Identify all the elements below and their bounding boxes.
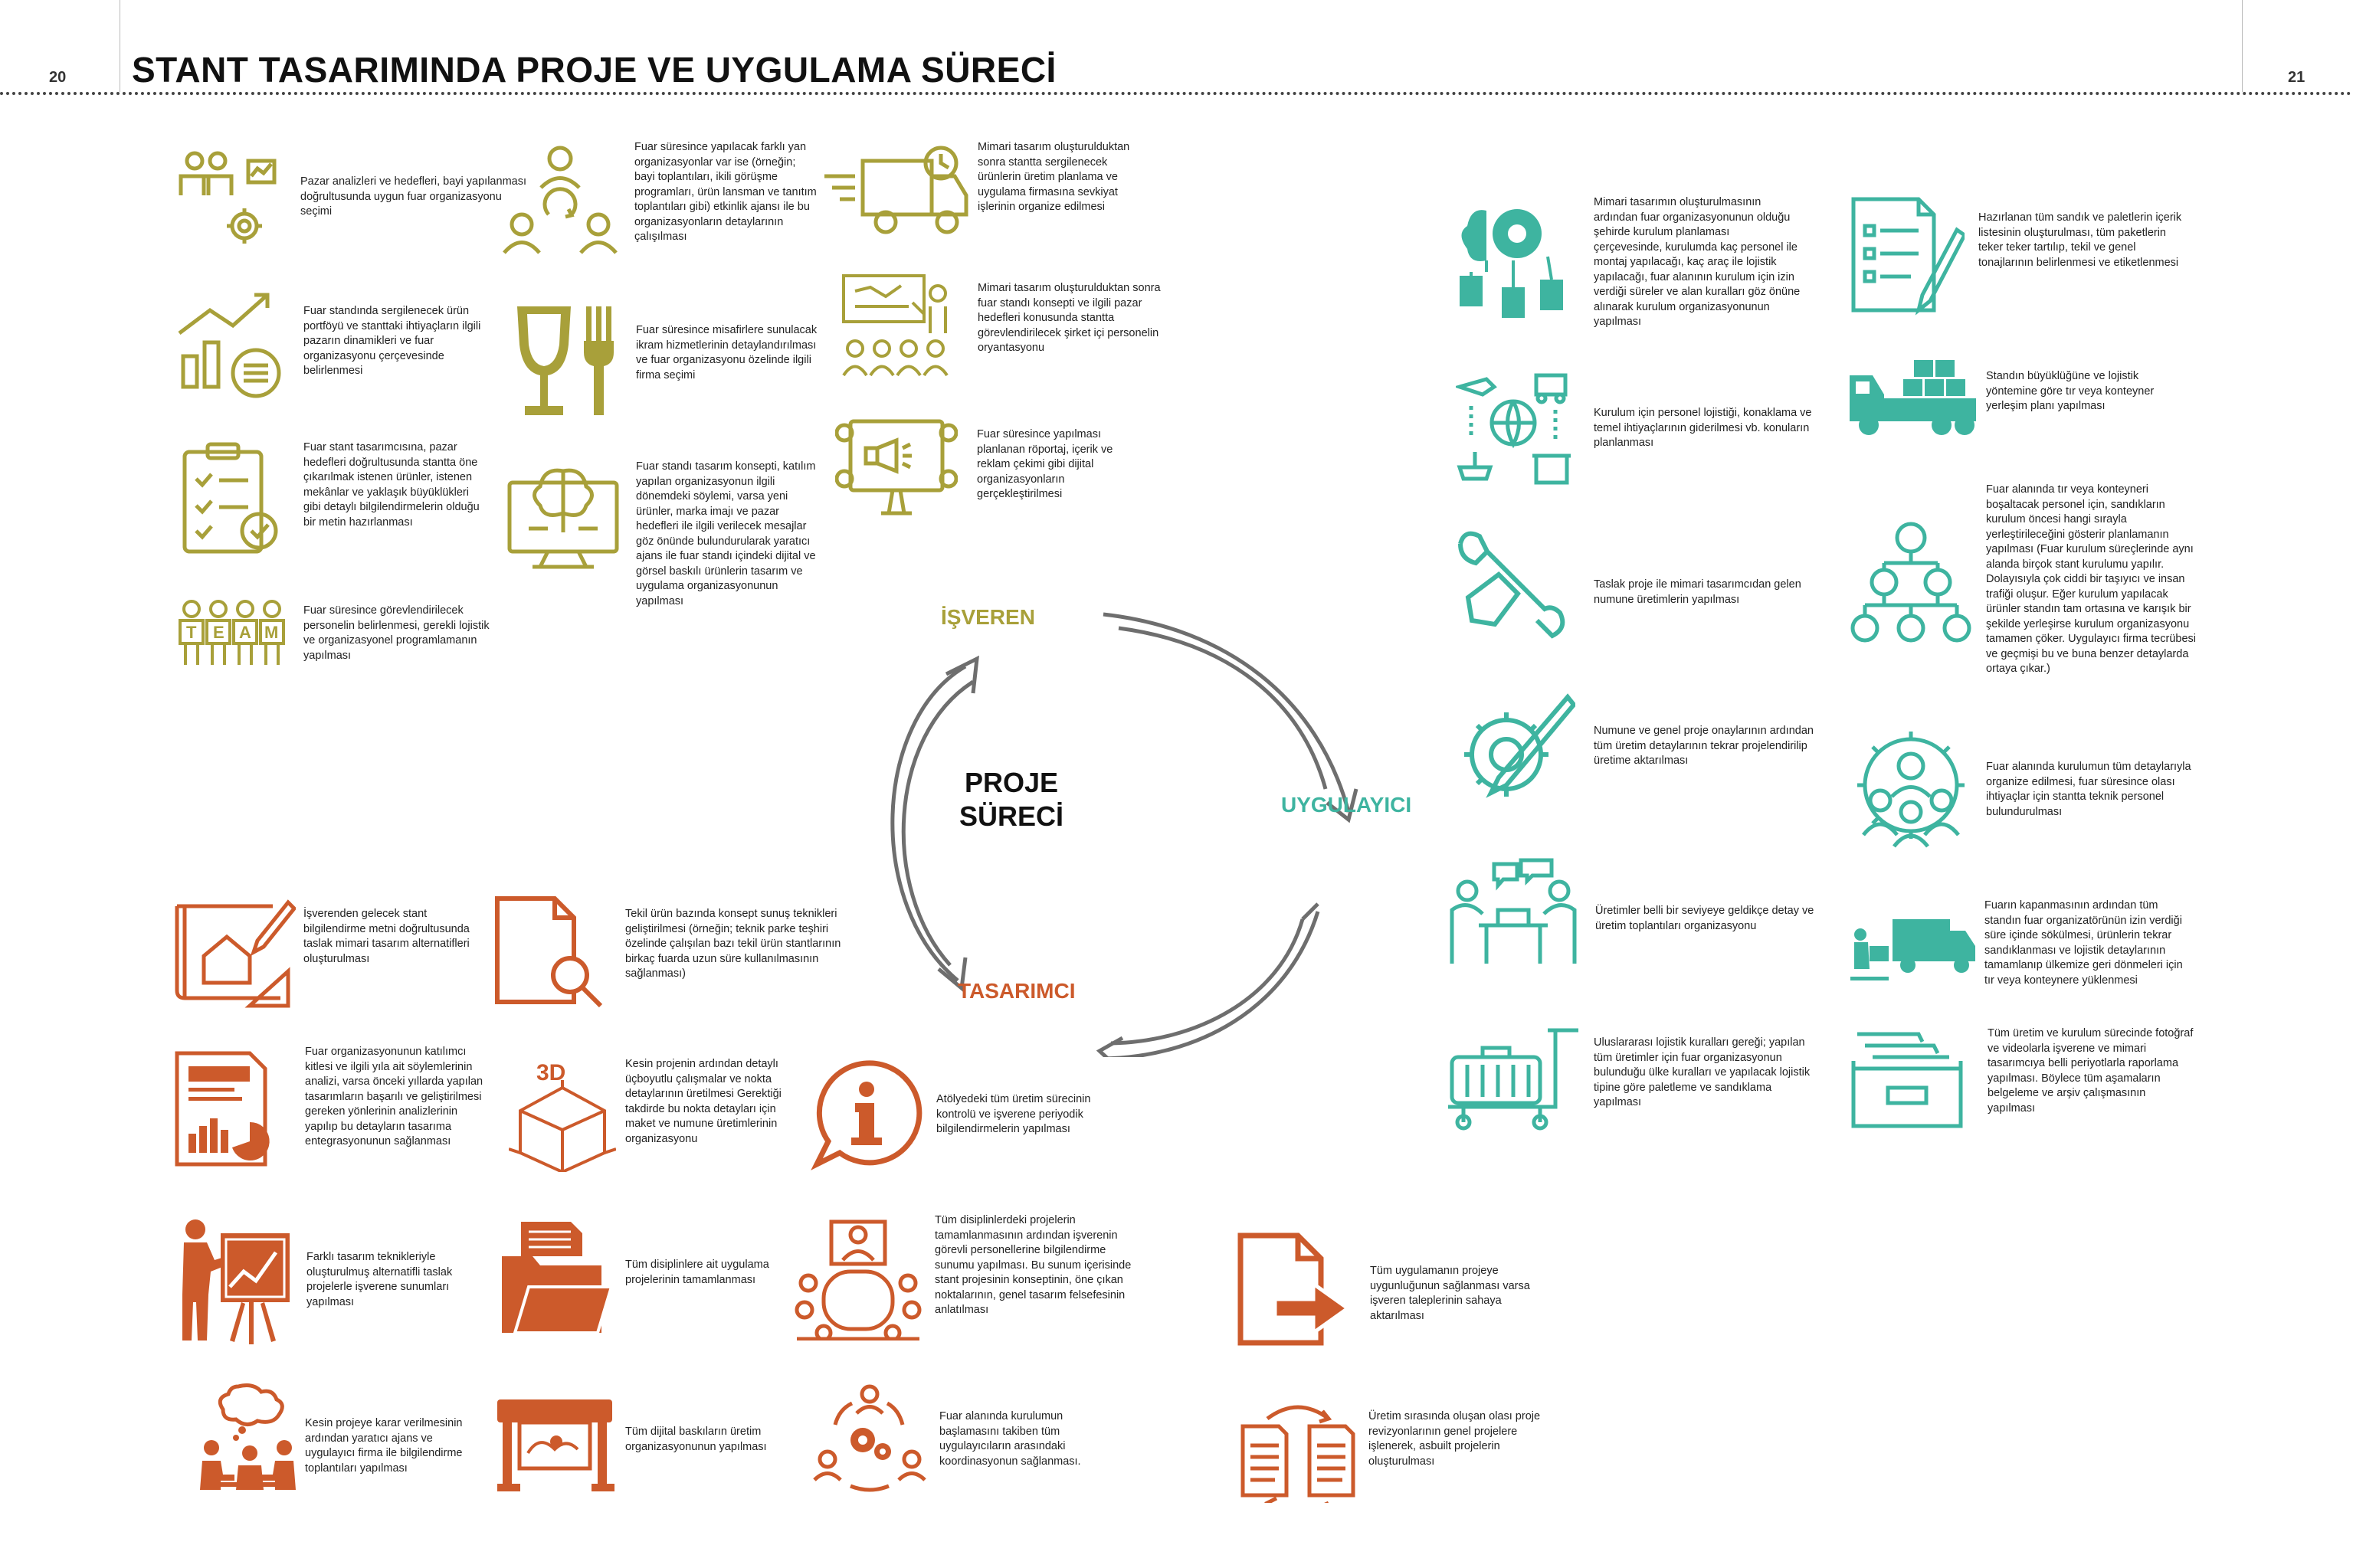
brain-gear-flow-icon xyxy=(1456,195,1571,326)
center-title-line2: SÜRECİ xyxy=(959,800,1064,832)
presentation-audience-icon xyxy=(840,272,955,379)
delivery-truck-icon xyxy=(824,142,970,241)
uygulayici-text-7: Hazırlanan tüm sandık ve paletlerin içerik listesinin oluşturulması, tüm paketlerin teker teker tartılıp, tekil ve genel tonajlarının belirlenmesi ve etiketlenmesi xyxy=(1978,211,2182,269)
isveren-text-1: Pazar analizleri ve hedefleri, bayi yapılanması doğrultusunda uygun fuar organizasyonu seçimi xyxy=(300,175,526,218)
coordination-cycle-icon xyxy=(812,1379,927,1494)
tasarimci-text-9: Tüm uygulamanın projeye uygunluğunun sağlanması varsa işveren taleplerinin sahaya aktarılması xyxy=(1370,1265,1530,1322)
svg-text:T: T xyxy=(186,623,197,642)
info-bubble-icon xyxy=(809,1057,924,1172)
arrow-isveren-to-uygulayici xyxy=(1103,614,1349,812)
uygulayici-text-9: Fuar alanında tır veya konteyneri boşaltacak personel için, sandıkların kurulum öncesi hangi sırayla yerleştirileceğini gösterir planlamanın yapılması (Fuar kurulum süreçlerinde aynı alanda birçok stant kurulumu yapılır. Dolayısıyla çok ciddi bir taşıyıcı ve insan trafiği oluşur. Eğer kurulum yapılacak ürünler standın tam ortasına ve karışık bir şekilde yerleşirse kurulum organizasyonu tamamen çöker. Uygulayıcı firma tecrübesi ve geçmişi bu ve buna benzer detaylarda ortaya çıkar.) xyxy=(1986,483,2196,675)
tasarimci-text-2: Tekil ürün bazında konsept sunuş teknikleri geliştirilmesi (örneğin; teknik parke teşhiri özelinde çalışılan bazı tekil ürün stantlarının birkaç fuarda uzun süre kullanılmasının sağlanması) xyxy=(625,908,841,980)
uygulayici-text-6: Uluslararası lojistik kuralları gereği; yapılan tüm üretimler için fuar organizasyonun bulunduğu ülke kuralları ve yapılacak lojistik tipine göre paletleme ve sandıklama yapılması xyxy=(1594,1036,1811,1108)
tasarimci-text-11: Tüm dijital baskıların üretim organizasyonunun yapılması xyxy=(625,1426,767,1453)
uygulayici-text-4: Numune ve genel proje onaylarının ardından tüm üretim detaylarının tekrar projelendirilip üretime aktarılması xyxy=(1594,725,1814,767)
org-chart-icon xyxy=(1850,521,1972,651)
right-margin-line xyxy=(2242,0,2243,92)
label-isveren: İŞVEREN xyxy=(941,605,1035,629)
folder-files-icon xyxy=(498,1218,613,1340)
page-number-right: 21 xyxy=(2288,69,2305,86)
page-number-left: 20 xyxy=(49,69,67,86)
tasarimci-text-12: Fuar alanında kurulumun başlamasını takiben tüm uygulayıcıların arasındaki koordinasyonun sağlanması. xyxy=(939,1410,1081,1468)
uygulayici-text-12: Tüm üretim ve kurulum sürecinde fotoğraf ve videolarla işverene ve mimari tasarımcıya belli periyotlarla raporlama yapılması. Böylece tüm aşamaların belgeleme ve arşiv çalışmasının yapılması xyxy=(1988,1027,2194,1115)
market-analysis-icon xyxy=(172,146,287,253)
cycle-arrows xyxy=(827,582,1410,1057)
isveren-text-7: Fuar standı tasarım konsepti, katılım yapılan organizasyonun ilgili dönemdeki söylemi, varsa yeni ürünler, marka imajı ve pazar hedefleri ile ilgili verilecek mesajlar göz önünde bulundurularak yaratıcı ajans ile fuar standı içindeki dijital ve görsel baskılı ürünlerin tasarım ve uygulama organizasyonunun yapılması xyxy=(636,460,816,607)
uygulayici-text-8: Standın büyüklüğüne ve lojistik yöntemine göre tır veya konteyner yerleşim planı yapılması xyxy=(1986,370,2155,412)
svg-text:M: M xyxy=(264,623,279,642)
uygulayici-text-2: Kurulum için personel lojistiği, konaklama ve temel ihtiyaçlarının giderilmesi vb. konuların planlanması xyxy=(1594,407,1812,449)
svg-text:A: A xyxy=(239,623,251,642)
tasarimci-text-4: Kesin projenin ardından detaylı üçboyutlu çalışmalar ve nokta detaylarının üretilmesi Gerektiği takdirde bu nokta detayları için maket ve numune üretimlerinin organizasyonu xyxy=(625,1058,782,1145)
glass-fork-icon xyxy=(513,306,621,421)
svg-text:E: E xyxy=(213,623,224,642)
growth-chart-icon xyxy=(172,287,287,402)
presenter-board-icon xyxy=(176,1218,291,1348)
people-gear-icon xyxy=(1850,728,1972,850)
plotter-printer-icon xyxy=(493,1396,616,1503)
brain-monitor-icon xyxy=(506,460,621,574)
document-pen-icon xyxy=(1850,195,1965,318)
isveren-text-8: Mimari tasarım oluşturulduktan sonra stantta sergilenecek ürünlerin üretim planlama ve uygulama firmasına sevkiyat işlerinin organize edilmesi xyxy=(978,141,1130,213)
tasarimci-text-1: İşverenden gelecek stant bilgilendirme metni doğrultusunda taslak mimari tasarım alternatifleri oluşturulması xyxy=(303,908,470,965)
report-document-icon xyxy=(173,1049,288,1172)
decision-meeting-icon xyxy=(196,1383,303,1498)
tasarimci-text-8: Tüm disiplinlerdeki projelerin tamamlanmasının ardından işverenin görevli personellerine bilgilendirme sunumu yapılması. Bu sunum içerisinde stant projesinin konseptinin, öne çıkan noktalarının, genel tasarım felsefesinin anlatılması xyxy=(935,1214,1132,1316)
isveren-text-5: Fuar süresince yapılacak farklı yan organizasyonlar var ise (örneğin; bayi toplantıları, ikili görüşme programları, ürün lansman ve tanıtım toplantıları gibi) etkinlik ajansı ile bu organizasyonların detaylarının çalışılması xyxy=(634,141,817,243)
archive-box-icon xyxy=(1850,1026,1965,1134)
isveren-text-3: Fuar stant tasarımcısına, pazar hedefleri doğrultusunda stantta öne çıkarılmak istenen ürünler, istenen mekânlar ve yaklaşık büyüklükleri gibi detaylı bilgilendirmelerin olduğu bir metin hazırlanması xyxy=(303,441,480,529)
3d-cube-icon xyxy=(509,1057,616,1172)
uygulayici-text-10: Fuar alanında kurulumun tüm detaylarıyla organize edilmesi, fuar süresince olası ihtiyaçlar için stantta teknik personel bulundurulması xyxy=(1986,761,2191,818)
uygulayici-text-11: Fuarın kapanmasının ardından tüm standın fuar organizatörünün izin verdiği süre içinde sökülmesi, ürünlerin tekrar sandıklanması ve lojistik detaylarının tamamlanıp ülkemize geri dönmeleri için tır veya konteynere yüklenmesi xyxy=(1984,899,2183,987)
document-search-icon xyxy=(493,895,608,1010)
blueprint-icon xyxy=(173,895,296,1010)
conference-table-icon xyxy=(789,1218,927,1340)
tasarimci-text-6: Farklı tasarım teknikleriyle oluşturulmuş alternatifli taslak projelerle işverene sunumları yapılması xyxy=(306,1251,453,1308)
meeting-group-icon xyxy=(503,142,618,257)
page-title: STANT TASARIMINDA PROJE VE UYGULAMA SÜRECİ xyxy=(132,50,1057,90)
unloading-truck-icon xyxy=(1847,915,1977,992)
luggage-cart-icon xyxy=(1440,1026,1586,1134)
tasarimci-text-5: Atölyedeki tüm üretim sürecinin kontrolü ve işverene periyodik bilgilendirmelerin yapılması xyxy=(936,1093,1091,1135)
isveren-text-2: Fuar standında sergilenecek ürün portföyü ve stanttaki ihtiyaçların ilgili pazarın dinamikleri ve fuar organizasyonu çerçevesinde belirlenmesi xyxy=(303,305,481,377)
isveren-text-4: Fuar süresince görevlendirilecek personelin belirlenmesi, gerekli lojistik ve organizasyonel programlamanın yapılması xyxy=(303,604,490,662)
gear-pencil-icon xyxy=(1453,693,1575,808)
uygulayici-text-1: Mimari tasarımın oluşturulmasının ardından fuar organizasyonunun olduğu şehirde kurulum planlaması çerçevesinde, kurulumda kaç personel ile montaj yapılacağı, kaç araç ile lojistik yapılacağı, fuar alanının kurulum için izin verdiği süreler ve alan kuralları göz önüne alınarak kurulum organizasyonunun yapılması xyxy=(1594,196,1801,328)
isveren-text-10: Fuar süresince yapılması planlanan röportaj, içerik ve reklam çekimi gibi dijital organizasyonların gerçekleştirilmesi xyxy=(977,428,1113,500)
tasarimci-text-13: Üretim sırasında oluşan olası proje revizyonlarının genel projelere işlenerek, asbuilt projelerin oluşturulması xyxy=(1368,1410,1541,1468)
isveren-text-6: Fuar süresince misafirlere sunulacak ikram hizmetlerinin detaylandırılması ve fuar organizasyonu özelinde ilgili firma seçimi xyxy=(636,324,818,381)
loaded-truck-icon xyxy=(1850,352,1980,437)
uygulayici-text-5: Üretimler belli bir seviyeye geldikçe detay ve üretim toplantıları organizasyonu xyxy=(1595,905,1814,932)
arrow-uygulayici-to-tasarimci xyxy=(1103,912,1318,1057)
wrench-hand-icon xyxy=(1453,529,1575,643)
label-uygulayici: UYGULAYICI xyxy=(1281,793,1412,817)
document-export-icon xyxy=(1237,1232,1359,1347)
uygulayici-text-3: Taslak proje ile mimari tasarımcıdan gelen numune üretimlerin yapılması xyxy=(1594,578,1801,606)
team-icon xyxy=(176,597,291,674)
document-revision-icon xyxy=(1237,1396,1359,1503)
center-title-line1: PROJE xyxy=(964,767,1059,798)
meeting-table-icon xyxy=(1448,856,1578,971)
process-center-title xyxy=(935,766,1088,833)
digital-marketing-icon xyxy=(835,414,958,521)
checklist-icon xyxy=(181,440,288,563)
tasarimci-text-3: Fuar organizasyonunun katılımcı kitlesi ve ilgili yıla ait söylemlerinin analizi, varsa önceki yıllarda yapılan tasarımların başarılı ve geliştirilmesi gereken yönlerinin analizlerinin yapılıp bu detayların tasarıma entegrasyonunun sağlanması xyxy=(305,1046,483,1147)
svg-text:3D: 3D xyxy=(536,1060,566,1085)
tasarimci-text-10: Kesin projeye karar verilmesinin ardından yaratıcı ajans ve uygulayıcı firma ile bilgilendirme toplantıları yapılması xyxy=(305,1417,463,1475)
header-divider xyxy=(0,92,2353,95)
tasarimci-text-7: Tüm disiplinlere ait uygulama projelerinin tamamlanması xyxy=(625,1259,769,1286)
label-tasarimci: TASARIMCI xyxy=(958,979,1076,1003)
logistics-globe-icon xyxy=(1456,368,1578,490)
isveren-text-9: Mimari tasarım oluşturulduktan sonra fuar standı konsepti ve ilgili pazar hedefleri konusunda stantta görevlendirilecek şirket içi personelin oryantasyonu xyxy=(978,282,1161,354)
